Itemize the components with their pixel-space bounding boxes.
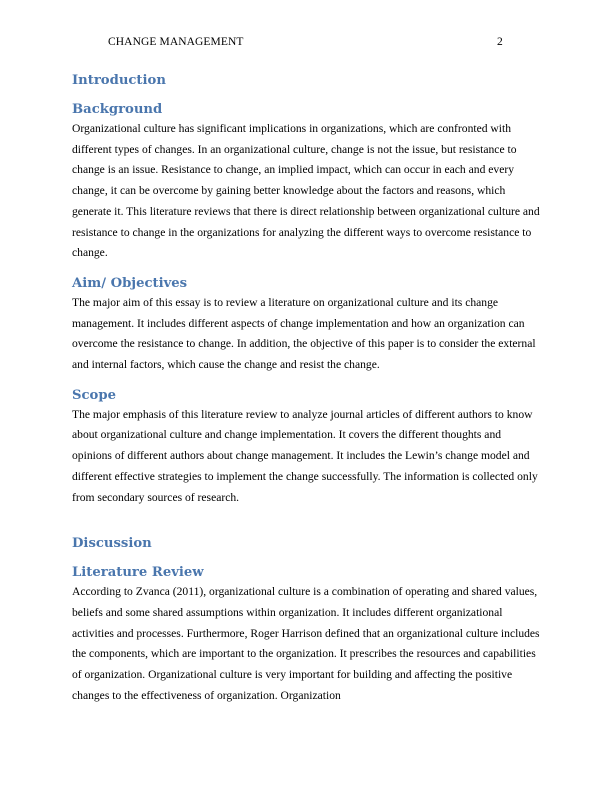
document-body — [72, 72, 542, 706]
heading-background: Background — [72, 102, 163, 117]
heading-discussion: Discussion — [72, 536, 152, 552]
heading-introduction: Introduction — [72, 73, 166, 88]
page-number: 2 — [497, 36, 503, 48]
paragraph-background: Organizational culture has significant implications in organizations, which are confronted with different types of changes. In an organizational culture, change is not the issue, but resistance to change is an issue. Resistance to change, an implied impact, which can occur in each and every change, it can be overcome by gaining better knowledge about the factors and reasons, which generate it. This literature reviews that there is direct relationship between organizational culture and resistance to change in the organizations for analyzing the different ways to overcome resistance to change. — [72, 122, 540, 260]
heading-scope: Scope — [72, 387, 116, 403]
paragraph-aim-objectives: The major aim of this essay is to review a literature on organizational culture and its change management. It includes different aspects of change implementation and how an organization can overcome the resistance to change. In addition, the objective of this paper is to consider the external and internal factors, which cause the change and resist the change. — [72, 295, 536, 372]
paragraph-scope: The major emphasis of this literature review to analyze journal articles of different authors to know about organizational culture and change implementation. It covers the different thoughts and opinions of different authors about change management. It includes the Lewin’s change model and different effective strategies to implement the change successfully. The information is collected only from secondary sources of research. — [72, 407, 538, 504]
heading-aim-objectives: Aim/ Objectives — [72, 275, 188, 291]
running-header-title: CHANGE MANAGEMENT — [108, 36, 244, 48]
heading-literature-review: Literature Review — [72, 565, 204, 581]
paragraph-literature-review: According to Zvanca (2011), organizational culture is a combination of operating and shared values, beliefs and some shared assumptions within organization. It includes different organizational activities and processes. Furthermore, Roger Harrison defined that an organizational culture includes the components, which are important to the organization. It prescribes the resources and capabilities of organization. Organizational culture is very important for building and affecting the positive changes to the effectiveness of organization. Organization — [72, 585, 540, 702]
